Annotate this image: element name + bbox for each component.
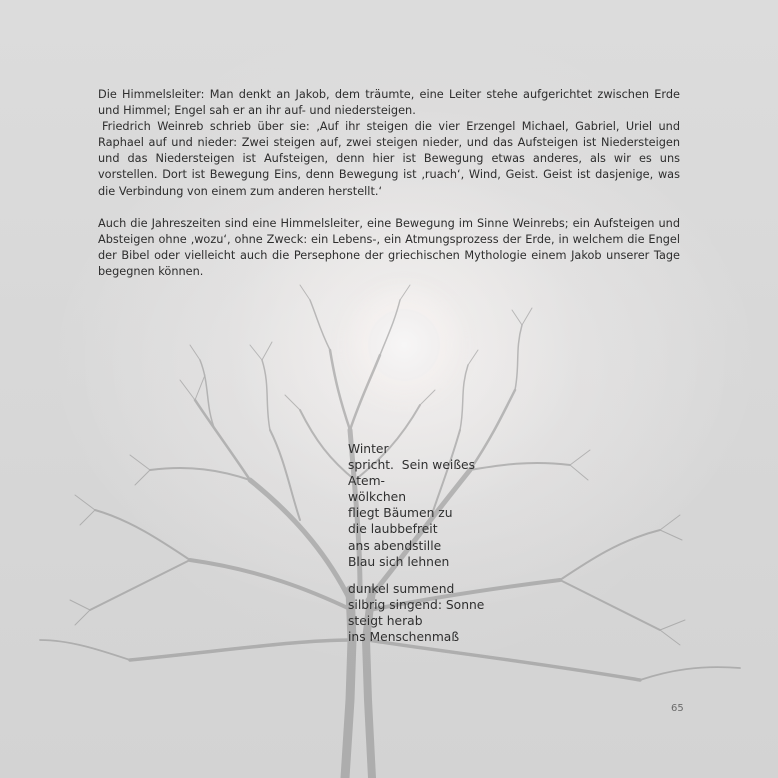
paragraph-jahreszeiten: Auch die Jahreszeiten sind eine Himmelsleiter, eine Bewegung im Sinne Weinrebs; ein Aufsteigen und Absteigen ohne ‚wozu‘, ohne Zweck: ein Lebens-, ein Atmungsprozess der Erde, in welchem die Engel der Bibel oder vielleicht auch die Persephone der griechischen Mythologie einem Jakob unserer Tage begegnen können.: [98, 216, 680, 278]
poem-line: Winter: [348, 442, 389, 456]
poem-line: fliegt Bäumen zu: [348, 506, 453, 521]
poem-line: silbrig singend: Sonne: [348, 597, 485, 612]
poem-line: Blau sich lehnen: [348, 554, 450, 569]
poem-line: ins Menschenmaß: [348, 630, 460, 645]
poem-line: steigt herab: [348, 613, 423, 628]
poem-line: wölkchen: [348, 490, 407, 505]
poem-line: dunkel summend: [348, 581, 455, 596]
poem-line: die laubbefreit: [348, 522, 438, 537]
page-number: 65: [671, 703, 684, 714]
paragraph-weinreb-quote: Friedrich Weinreb schrieb über sie: ‚Auf ihr steigen die vier Erzengel Michael, Gabriel, Uriel und Raphael auf und nieder: Zwei steigen auf, zwei steigen nieder, und das Aufsteigen ist Niedersteigen und das Niedersteigen ist Aufsteigen, denn hier ist Bewegung etwas anderes, als wir es uns vorstellen. Dort ist Bewegung Eins, denn Bewegung ist ‚ruach‘, Wind, Geist. Geist ist dasjenige, was die Verbindung von einem zum anderen herstellt.‘: [98, 120, 680, 198]
poem: [348, 441, 484, 645]
poem-line: spricht. Sein weißes: [348, 458, 476, 473]
stanza-gap: [348, 570, 484, 581]
prose-text: [98, 87, 680, 280]
paragraph-himmelsleiter: Die Himmelsleiter: Man denkt an Jakob, dem träumte, eine Leiter stehe aufgerichtet zwischen Erde und Himmel; Engel sah er an ihr auf- und niedersteigen.: [98, 88, 680, 118]
poem-line: Atem-: [348, 474, 385, 489]
poem-line: ans abendstille: [348, 538, 442, 553]
